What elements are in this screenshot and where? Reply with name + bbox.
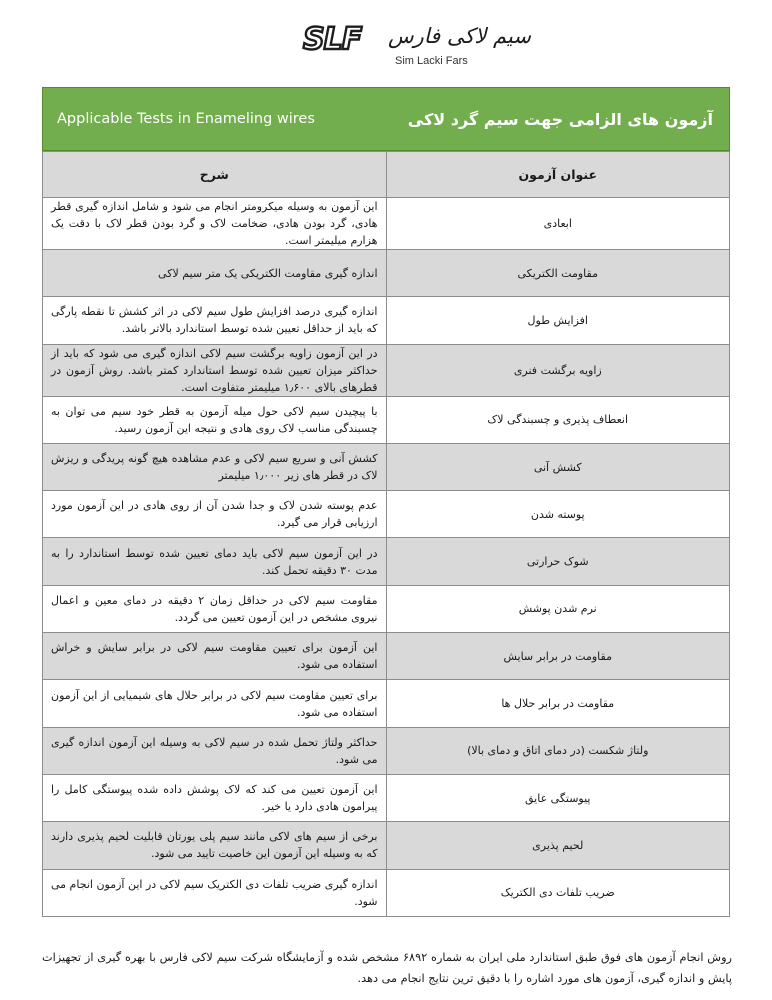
banner-title-english: Applicable Tests in Enameling wires: [57, 111, 315, 127]
test-name: کشش آنی: [386, 443, 730, 490]
test-description: این آزمون تعیین می کند که لاک پوشش داده شده پیوستگی کامل را پیرامون هادی دارد یا خیر.: [43, 774, 387, 821]
tests-table: [42, 151, 730, 917]
table-row: [43, 680, 730, 727]
logo-english-name: Sim Lacki Fars: [395, 55, 468, 67]
test-name: ولتاژ شکست (در دمای اتاق و دمای بالا): [386, 727, 730, 774]
test-name: پیوستگی عایق: [386, 774, 730, 821]
test-name: مقاومت در برابر حلال ها: [386, 680, 730, 727]
table-row: [43, 491, 730, 538]
test-description: عدم پوسته شدن لاک و جدا شدن آن از روی هادی در این آزمون مورد ارزیابی قرار می گیرد.: [43, 491, 387, 538]
company-logo: [0, 14, 772, 74]
title-banner: [42, 87, 730, 151]
test-description: با پیچیدن سیم لاکی حول میله آزمون به قطر خود سیم می توان به چسبندگی مناسب لاک روی هادی و نتیجه این آزمون رسید.: [43, 396, 387, 443]
table-row: [43, 198, 730, 250]
test-name: ابعادی: [386, 198, 730, 250]
test-description: کشش آنی و سریع سیم لاکی و عدم مشاهده هیچ گونه پریدگی و ریزش لاک در قطر های زیر ۱٫۰۰۰ میلیمتر: [43, 443, 387, 490]
table-header-row: [43, 152, 730, 198]
test-description: برای تعیین مقاومت سیم لاکی در برابر حلال های شیمیایی از این آزمون استفاده می شود.: [43, 680, 387, 727]
table-row: [43, 774, 730, 821]
test-description: در این آزمون سیم لاکی باید دمای تعیین شده توسط استاندارد را به مدت ۳۰ دقیقه تحمل کند.: [43, 538, 387, 585]
test-name: مقاومت در برابر سایش: [386, 633, 730, 680]
test-description: این آزمون به وسیله میکرومتر انجام می شود و شامل اندازه گیری قطر هادی، گرد بودن هادی، ضخامت لاک و گرد بودن قطر لاک با دقت یک هزارم میلیمتر است.: [43, 198, 387, 250]
test-name: شوک حرارتی: [386, 538, 730, 585]
logo-mark: SLF: [303, 22, 362, 57]
test-name: ضریب تلفات دی الکتریک: [386, 869, 730, 916]
table-row: [43, 585, 730, 632]
table-row: [43, 443, 730, 490]
table-row: [43, 538, 730, 585]
logo-persian-name: سیم لاکی فارس: [388, 24, 531, 48]
table-row: [43, 822, 730, 869]
test-name: لحیم پذیری: [386, 822, 730, 869]
test-name: پوسته شدن: [386, 491, 730, 538]
table-row: [43, 869, 730, 916]
header-description: شرح: [43, 152, 387, 198]
table-row: [43, 344, 730, 396]
test-description: در این آزمون زاویه برگشت سیم لاکی اندازه گیری می شود که باید از حداکثر میزان تعیین شده توسط استاندارد کمتر باشد. روش آزمون در قطرهای بالای ۱٫۶۰۰ میلیمتر متفاوت است.: [43, 344, 387, 396]
test-description: اندازه گیری مقاومت الکتریکی یک متر سیم لاکی: [43, 250, 387, 297]
test-description: برخی از سیم های لاکی مانند سیم پلی یورتان قابلیت لحیم پذیری دارند که به وسیله این آزمون این خاصیت تایید می شود.: [43, 822, 387, 869]
banner-title-persian: آزمون های الزامی جهت سیم گرد لاکی: [407, 110, 713, 129]
table-row: [43, 297, 730, 344]
test-name: مقاومت الکتریکی: [386, 250, 730, 297]
table-row: [43, 396, 730, 443]
header-test-name: عنوان آزمون: [386, 152, 730, 198]
table-row: [43, 727, 730, 774]
test-name: انعطاف پذیری و چسبندگی لاک: [386, 396, 730, 443]
test-description: اندازه گیری درصد افزایش طول سیم لاکی در اثر کشش تا نقطه پارگی که باید از حداقل تعیین شده توسط استاندارد بالاتر باشد.: [43, 297, 387, 344]
table-row: [43, 250, 730, 297]
test-description: مقاومت سیم لاکی در حداقل زمان ۲ دقیقه در دمای معین و اعمال نیروی مشخص در این آزمون تعیین می گردد.: [43, 585, 387, 632]
test-description: این آزمون برای تعیین مقاومت سیم لاکی در برابر سایش و خراش استفاده می شود.: [43, 633, 387, 680]
test-description: اندازه گیری ضریب تلفات دی الکتریک سیم لاکی در این آزمون انجام می شود.: [43, 869, 387, 916]
test-name: زاویه برگشت فنری: [386, 344, 730, 396]
footer-note: روش انجام آزمون های فوق طبق استاندارد ملی ایران به شماره ۶۸۹۲ مشخص شده و آزمایشگاه شرکت سیم لاکی فارس با بهره گیری از تجهیزات پایش و اندازه گیری، آزمون های مورد اشاره را با دقیق ترین نتایج انجام می دهد.: [42, 951, 732, 986]
table-row: [43, 633, 730, 680]
test-description: حداکثر ولتاژ تحمل شده در سیم لاکی به وسیله این آزمون اندازه گیری می شود.: [43, 727, 387, 774]
test-name: افزایش طول: [386, 297, 730, 344]
test-name: نرم شدن پوشش: [386, 585, 730, 632]
